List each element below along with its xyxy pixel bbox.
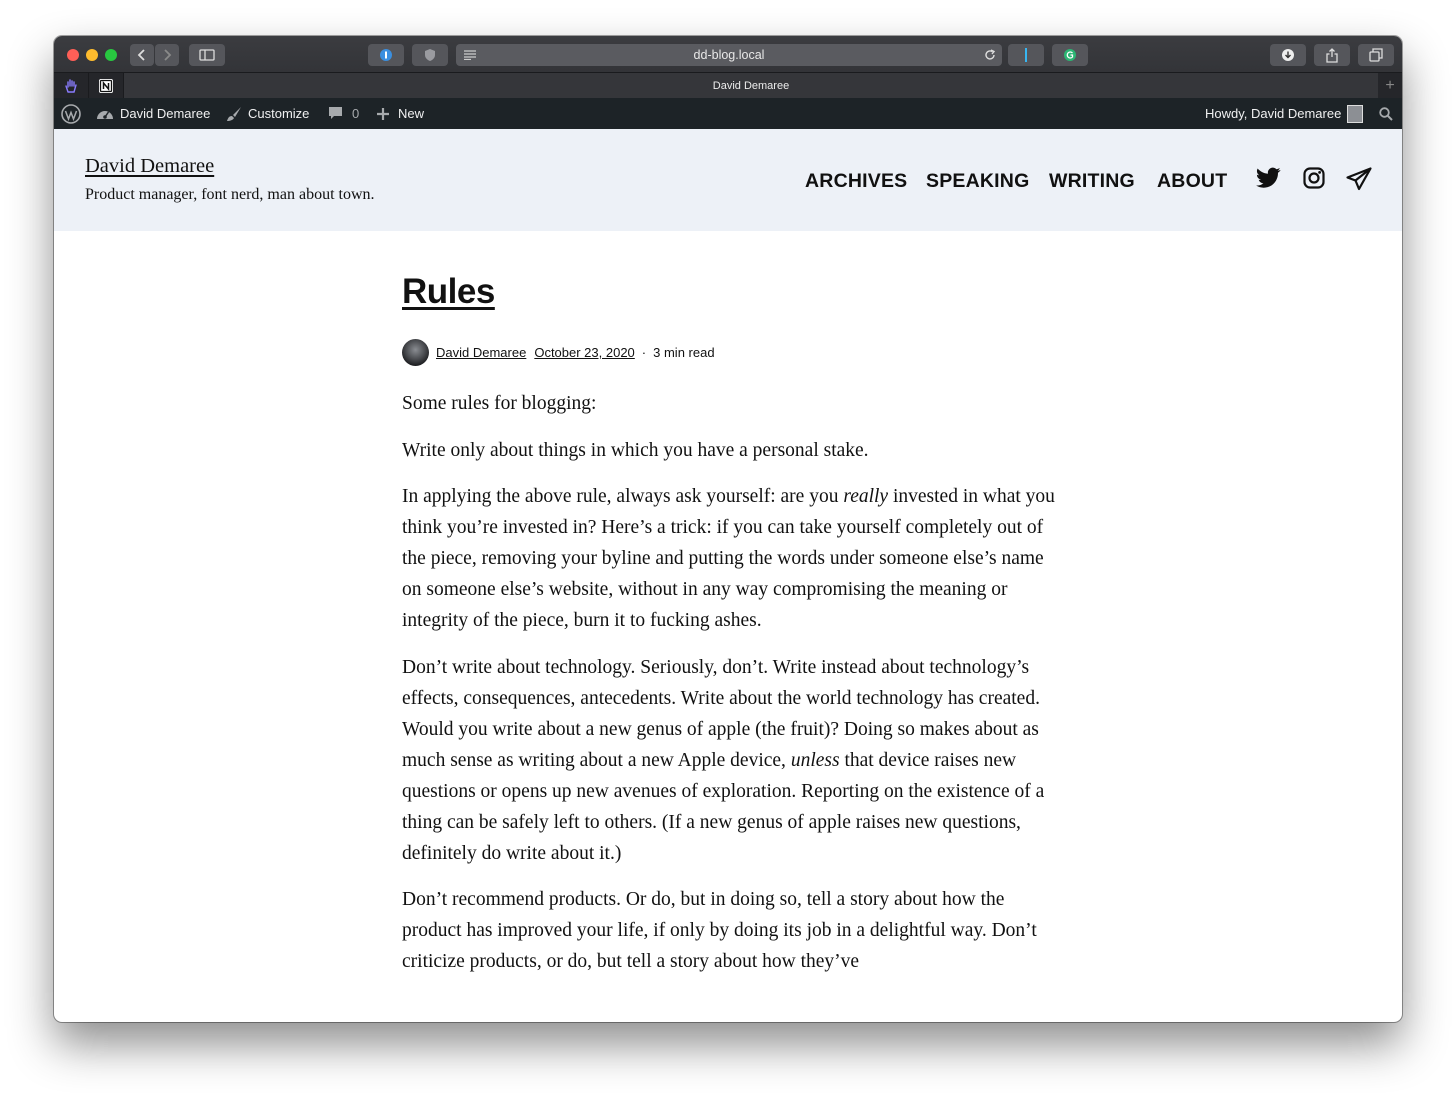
twitter-icon[interactable] [1256, 167, 1281, 189]
back-button[interactable] [130, 44, 154, 66]
new-content-menu[interactable] [376, 98, 424, 129]
admin-search[interactable] [1379, 98, 1393, 129]
instagram-icon[interactable] [1303, 167, 1325, 189]
emphasis: unless [790, 749, 840, 771]
customize-menu[interactable] [226, 98, 309, 129]
nav-speaking[interactable]: SPEAKING [926, 170, 1030, 192]
new-label[interactable]: New [398, 106, 425, 121]
dashboard-icon [96, 106, 114, 122]
site-header [54, 129, 1402, 231]
post-meta [402, 338, 715, 366]
read-time: 3 min read [653, 344, 715, 360]
pinned-tab-notion[interactable] [89, 73, 124, 98]
paragraph-text: invested in what you think you’re invested in? Here’s a trick: if you can take yourself completely out of the piece, removing your byline and putting the words under someone else’s name on someone else’s website, without in any way compromising the meaning or integrity of the piece, burn it to fucking ashes. [402, 486, 1055, 631]
pinned-tab[interactable] [54, 73, 89, 98]
wordpress-icon [61, 104, 81, 124]
paragraph: Write only about things in which you have a personal stake. [402, 439, 869, 461]
downloads-button[interactable] [1270, 44, 1306, 66]
meta-separator: · [641, 344, 647, 360]
tabs-icon [1369, 48, 1383, 62]
shield-icon [424, 48, 436, 62]
tab-bar [54, 72, 1402, 99]
url-text[interactable]: dd-blog.local [693, 48, 765, 62]
admin-avatar[interactable] [1347, 105, 1363, 123]
share-button[interactable] [1314, 44, 1350, 66]
browser-window [54, 36, 1402, 1022]
customize-label[interactable]: Customize [248, 106, 310, 121]
paragraph-text: Don’t write about technology. Seriously, don’t. Write instead about technology’s effects, consequences, antecedents. Write about the world technology has created. Would you write about a new genus of apple (the fruit)? Doing so makes about as much sense as writing about a new Apple device, [402, 656, 1040, 771]
telegram-icon[interactable] [1346, 167, 1372, 191]
text-extension-button[interactable] [1008, 44, 1044, 66]
chevron-left-icon [137, 49, 147, 61]
nav-about[interactable]: ABOUT [1157, 170, 1228, 192]
brush-icon [226, 106, 242, 122]
text-cursor-icon [1022, 47, 1030, 63]
howdy-label[interactable]: Howdy, David Demaree [1205, 106, 1342, 121]
new-tab-button[interactable]: + [1385, 76, 1395, 94]
tab-active[interactable]: David Demaree [124, 73, 1378, 98]
address-bar[interactable] [456, 44, 1002, 66]
sidebar-toggle-button[interactable] [189, 44, 225, 66]
paragraph-text: In applying the above rule, always ask yourself: are you [402, 486, 844, 507]
post-date-link[interactable]: October 23, 2020 [534, 344, 635, 360]
share-icon [1326, 48, 1338, 63]
wp-logo-menu[interactable] [61, 98, 81, 129]
nav-archives[interactable]: ARCHIVES [805, 170, 908, 192]
paragraph [402, 481, 1062, 636]
grammarly-extension-button[interactable] [1052, 44, 1088, 66]
tabs-overview-button[interactable] [1358, 44, 1394, 66]
search-icon [1379, 107, 1393, 121]
site-name-label[interactable]: David Demaree [120, 106, 211, 121]
author-avatar[interactable] [402, 339, 429, 366]
minimize-window-button[interactable] [86, 49, 98, 61]
author-link[interactable]: David Demaree [436, 344, 527, 360]
grammarly-icon [1063, 48, 1077, 62]
chevron-right-icon [162, 49, 172, 61]
nav-writing[interactable]: WRITING [1049, 170, 1135, 192]
comments-menu[interactable] [328, 98, 359, 129]
close-window-button[interactable] [67, 49, 79, 61]
site-name-menu[interactable] [96, 98, 210, 129]
reload-icon[interactable] [984, 49, 996, 61]
forward-button[interactable] [155, 44, 179, 66]
zoom-window-button[interactable] [105, 49, 117, 61]
emphasis: really [843, 486, 889, 507]
browser-toolbar [54, 36, 1402, 72]
hand-icon [63, 78, 79, 94]
paragraph: Don’t recommend products. Or do, but in doing so, tell a story about how the product has improved your life, if only by doing its job in a delightful way. Don’t criticize products, or do, but tell a story about how they’ve [402, 889, 1037, 972]
wp-admin-bar [54, 98, 1402, 129]
sidebar-icon [199, 49, 215, 61]
my-account-menu[interactable] [1205, 98, 1363, 129]
comment-icon [328, 106, 343, 121]
notion-icon [98, 78, 114, 94]
plus-icon [376, 107, 390, 121]
post-content [402, 388, 1062, 993]
site-title[interactable]: David Demaree [85, 155, 215, 177]
paragraph [402, 652, 1062, 869]
download-icon [1281, 48, 1295, 62]
post-title[interactable]: Rules [402, 272, 495, 311]
site-description: Product manager, font nerd, man about town. [85, 186, 375, 203]
paragraph: Some rules for blogging: [402, 393, 597, 414]
password-extension-button[interactable] [368, 44, 404, 66]
privacy-extension-button[interactable] [412, 44, 448, 66]
comments-count[interactable]: 0 [352, 106, 360, 121]
onepassword-icon [379, 48, 393, 62]
paragraph-text: that device raises new questions or opens up new avenues of exploration. Reporting on the existence of a thing can be safely left to others. (If a new genus of apple raises new questions, definitely do write about it.) [402, 749, 1045, 864]
